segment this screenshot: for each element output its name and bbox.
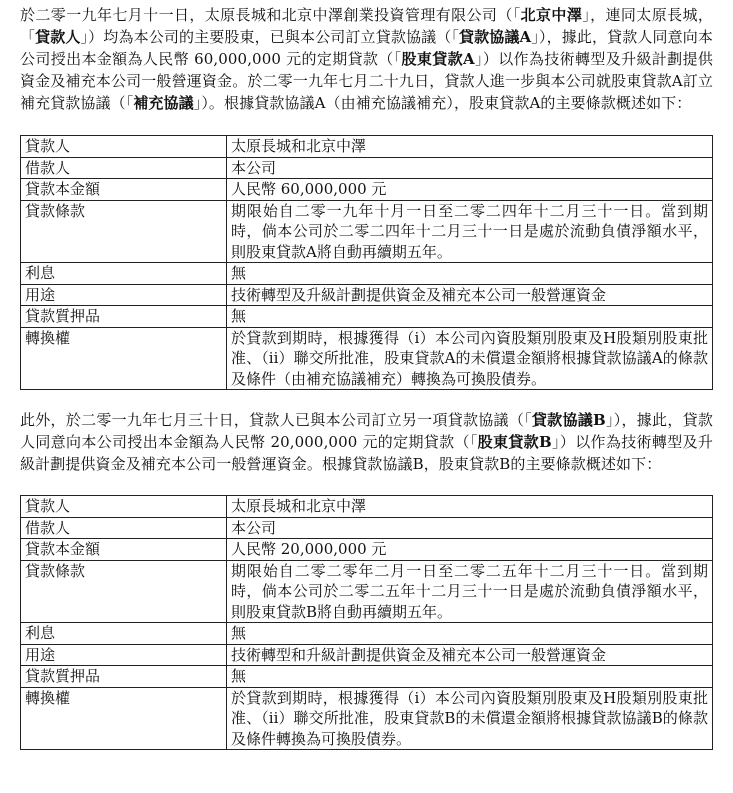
term-label: 貸款條款 (21, 200, 227, 263)
term-value: 技術轉型和升級計劃提供資金及補充本公司一般營運資金 (227, 644, 713, 666)
term-label: 借款人 (21, 517, 227, 539)
term-label: 貸款本金額 (21, 179, 227, 201)
term-value: 太原長城和北京中澤 (227, 496, 713, 518)
text-run: 」，連同太原長城，「 (20, 6, 713, 46)
text-run: 」）以作為技術轉型及升級計劃提供資金及補充本公司一般營運資金。於二零一九年七月二十九日，貸款人進一步與本公司就股東貸款A訂立補充貸款協議（「 (20, 50, 713, 112)
term-label: 貸款質押品 (21, 306, 227, 328)
term-value: 技術轉型及升級計劃提供資金及補充本公司一般營運資金 (227, 284, 713, 306)
table-row (21, 306, 713, 328)
text-run: 此外，於二零一九年七月三十日，貸款人已與本公司訂立另一項貸款協議（「 (20, 411, 532, 429)
term-value: 無 (227, 306, 713, 328)
term-label: 貸款本金額 (21, 539, 227, 561)
table-row (21, 517, 713, 539)
table-row (21, 200, 713, 263)
text-run: 」）以作為技術轉型及升級計劃提供資金及補充本公司一般營運資金。根據貸款協議B，股東貸款B的主要條款概述如下： (20, 433, 713, 473)
defined-term: 貸款人 (35, 28, 81, 46)
table-row (21, 179, 713, 201)
table-row (21, 666, 713, 688)
term-value: 無 (227, 623, 713, 645)
text-run: 」），據此，貸款人同意向本公司授出本金額為人民幣 60,000,000 元的定期貸款（「 (20, 28, 714, 68)
paragraph-loan-agreement-a (20, 4, 713, 114)
table-row (21, 496, 713, 518)
text-run: 於二零一九年七月十一日，太原長城和北京中澤創業投資管理有限公司（「 (20, 6, 521, 24)
paragraph-loan-agreement-b (20, 409, 713, 475)
term-value: 本公司 (227, 157, 713, 179)
table-row (21, 560, 713, 623)
defined-term: 貸款協議B (531, 411, 606, 429)
defined-term: 北京中澤 (520, 6, 583, 24)
table-row (21, 539, 713, 561)
defined-term: 補充協議 (133, 94, 194, 112)
table-loan-b-terms (20, 495, 713, 750)
table-row (21, 687, 713, 750)
defined-term: 貸款協議A (459, 28, 532, 46)
term-value: 期限始自二零一九年十月一日至二零二四年十二月三十一日。當到期時，倘本公司於二零二四年十二月三十一日是處於流動負債淨額水平，則股東貸款A將自動再續期五年。 (227, 200, 713, 263)
term-value: 本公司 (227, 517, 713, 539)
term-label: 利息 (21, 623, 227, 645)
table-row (21, 327, 713, 390)
term-value: 於貸款到期時，根據獲得（i）本公司內資股類別股東及H股類別股東批准、（ii）聯交所批准，股東貸款B的未償還金額將根據貸款協議B的條款及條件轉換為可換股債券。 (227, 687, 713, 750)
text-run: 」）均為本公司的主要股東，已與本公司訂立貸款協議（「 (80, 28, 459, 46)
term-value: 於貸款到期時，根據獲得（i）本公司內資股類別股東及H股類別股東批准、（ii）聯交所批准，股東貸款A的未償還金額將根據貸款協議A的條款及條件（由補充協議補充）轉換為可換股債券。 (227, 327, 713, 390)
text-run: 」），據此，貸款人同意向本公司授出本金額為人民幣 20,000,000 元的定期貸款（「 (20, 411, 713, 451)
term-label: 用途 (21, 644, 227, 666)
term-value: 期限始自二零二零年二月一日至二零二五年十二月三十一日。當到期時，倘本公司於二零二五年十二月三十一日是處於流動負債淨額水平，則股東貸款B將自動再續期五年。 (227, 560, 713, 623)
table-row (21, 623, 713, 645)
term-label: 用途 (21, 284, 227, 306)
term-value: 人民幣 20,000,000 元 (227, 539, 713, 561)
term-value: 無 (227, 263, 713, 285)
term-label: 利息 (21, 263, 227, 285)
term-value: 太原長城和北京中澤 (227, 136, 713, 158)
table-loan-a-terms (20, 135, 713, 390)
table-row (21, 136, 713, 158)
term-label: 貸款條款 (21, 560, 227, 623)
text-run: 」）。根據貸款協議A（由補充協議補充），股東貸款A的主要條款概述如下： (193, 94, 692, 112)
term-label: 借款人 (21, 157, 227, 179)
defined-term: 股東貸款A (401, 50, 475, 68)
table-row (21, 263, 713, 285)
term-label: 貸款人 (21, 496, 227, 518)
term-label: 貸款人 (21, 136, 227, 158)
defined-term: 股東貸款B (477, 433, 552, 451)
term-label: 轉換權 (21, 687, 227, 750)
term-value: 人民幣 60,000,000 元 (227, 179, 713, 201)
term-label: 轉換權 (21, 327, 227, 390)
table-row (21, 284, 713, 306)
table-row (21, 157, 713, 179)
term-label: 貸款質押品 (21, 666, 227, 688)
term-value: 無 (227, 666, 713, 688)
table-row (21, 644, 713, 666)
